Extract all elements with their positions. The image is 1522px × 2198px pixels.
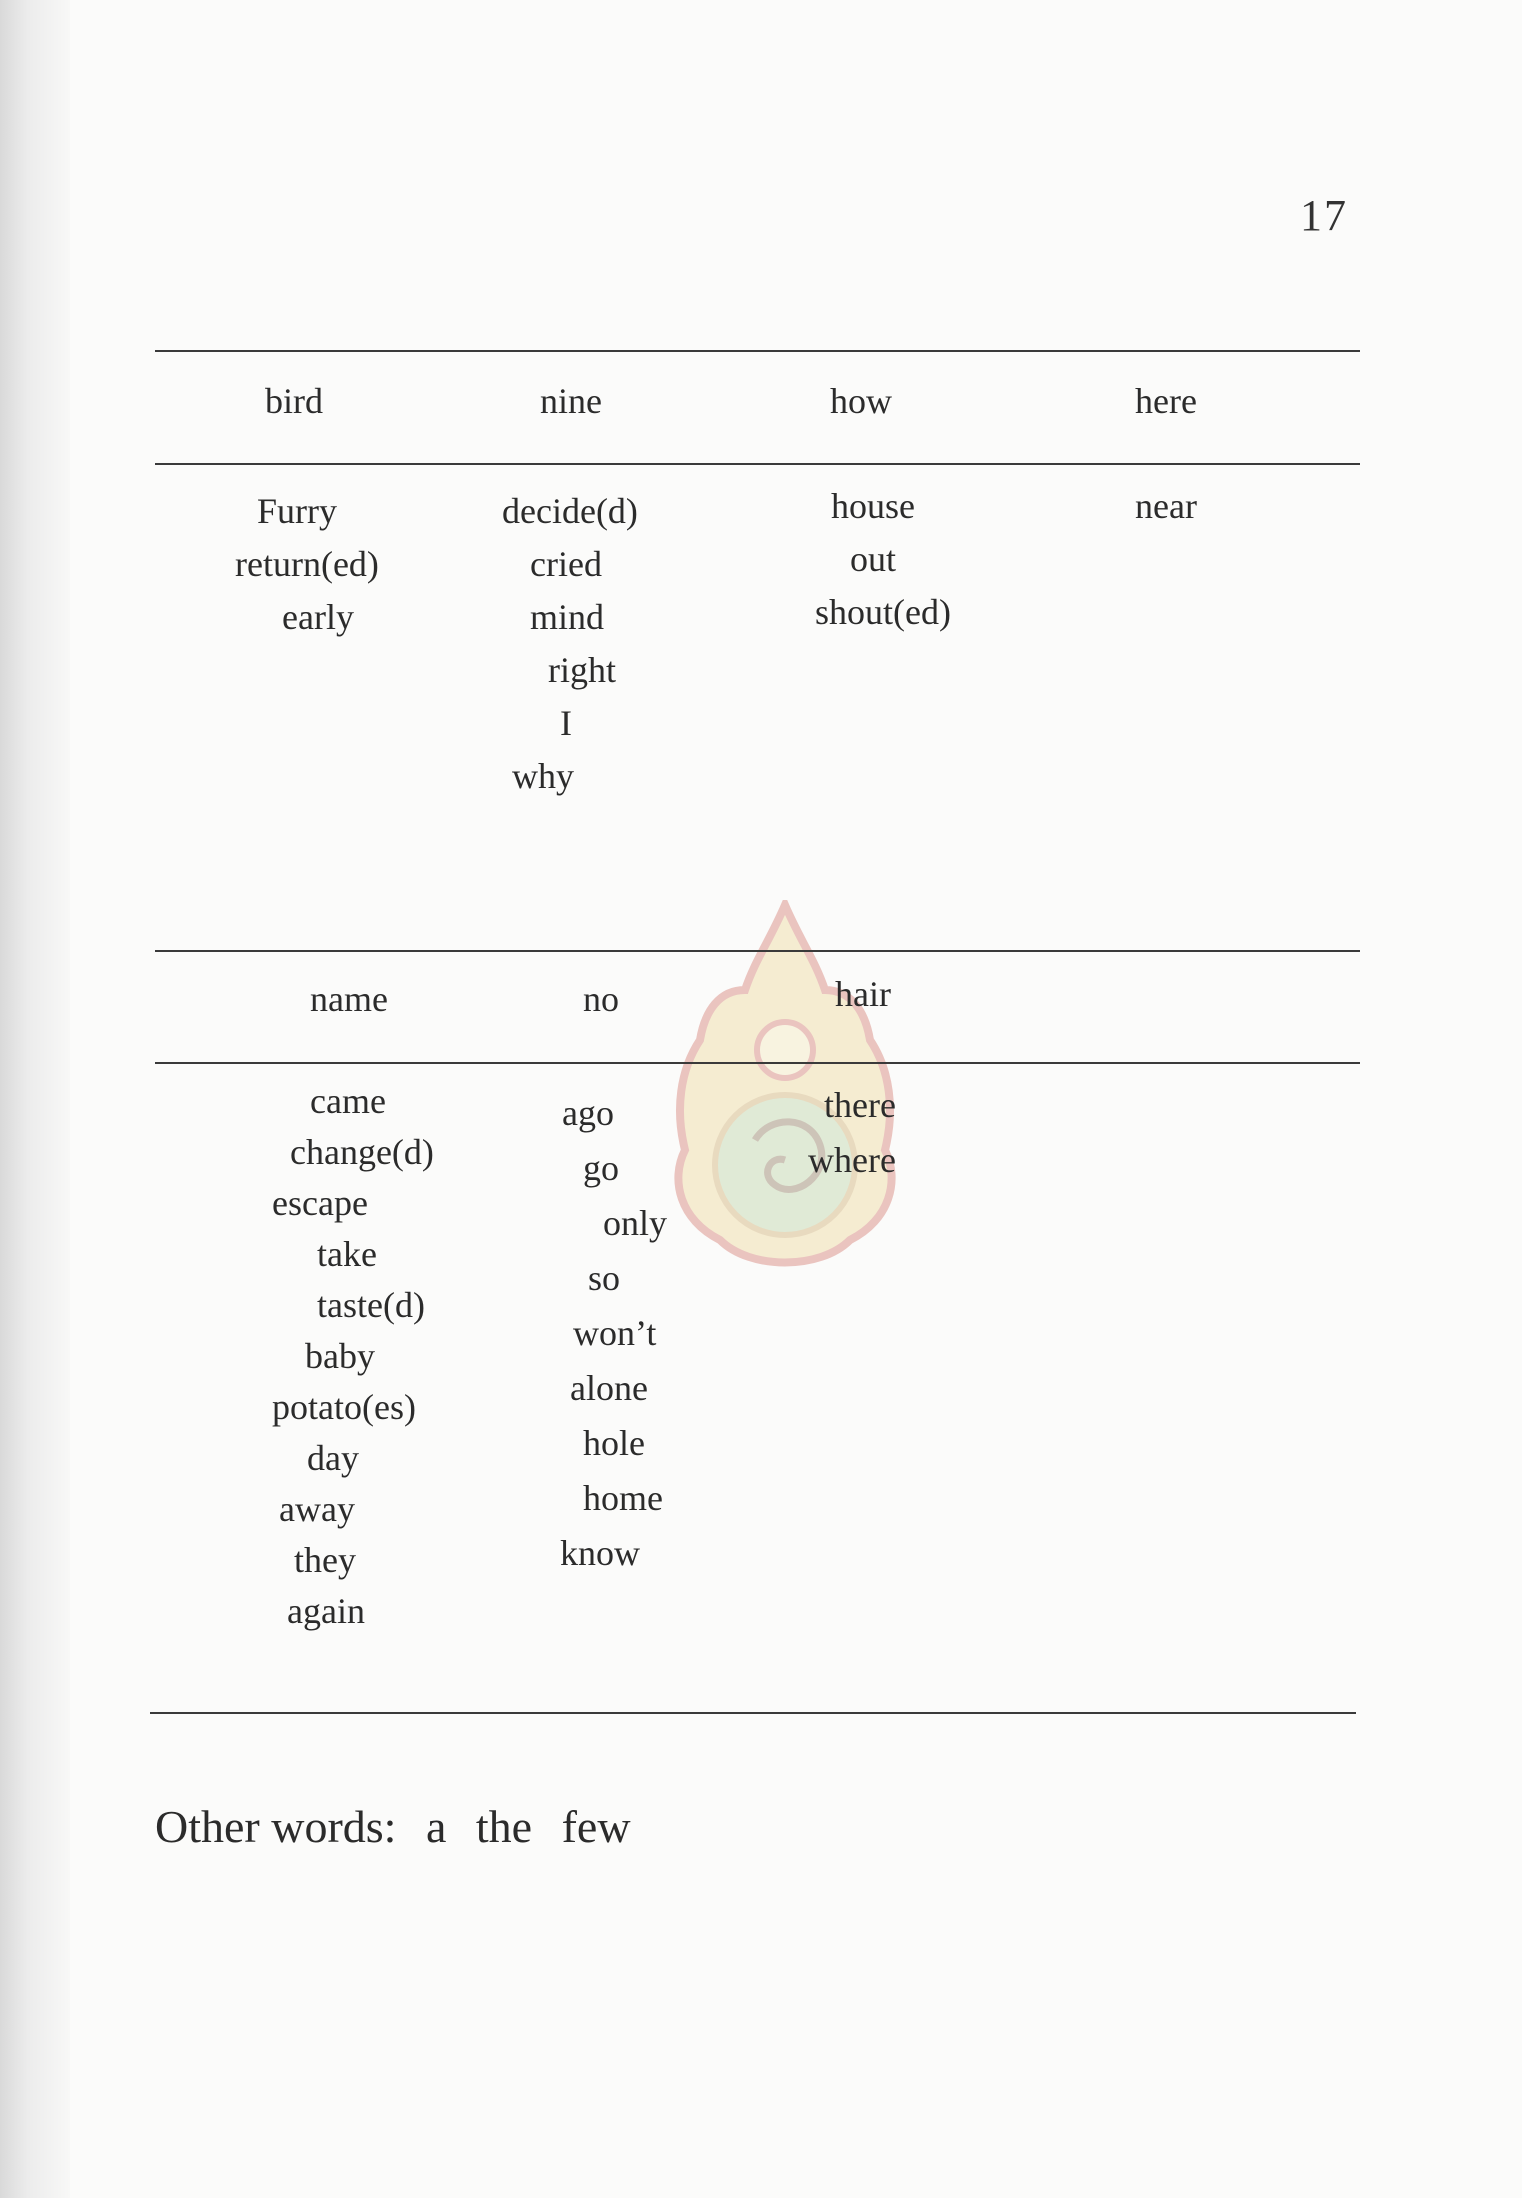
table1-header-rule [155, 463, 1360, 465]
table1-column-nine [502, 485, 638, 803]
table1-header-bird: bird [265, 381, 323, 421]
table2-header-name: name [310, 979, 388, 1019]
word: take [317, 1234, 377, 1274]
word: potato(es) [272, 1387, 416, 1427]
table1-header-here: here [1135, 381, 1197, 421]
word: home [583, 1478, 663, 1518]
word: came [310, 1081, 386, 1121]
word: day [307, 1438, 359, 1478]
table2-bottom-rule [150, 1712, 1356, 1714]
page-spine-shadow [0, 0, 70, 2198]
word: near [1135, 486, 1197, 526]
word: house [831, 486, 915, 526]
word: cried [530, 544, 602, 584]
word: ago [562, 1093, 614, 1133]
word: won’t [573, 1313, 657, 1353]
table2-column-no [560, 1086, 668, 1581]
word: right [548, 650, 616, 690]
table1-header-nine: nine [540, 381, 602, 421]
table1-column-here [1135, 480, 1197, 533]
table2-header-hair: hair [835, 974, 891, 1014]
table2-header-rule [155, 1062, 1360, 1064]
word: alone [570, 1368, 648, 1408]
table1-top-rule [155, 350, 1360, 352]
table2-header-no: no [583, 979, 619, 1019]
word: again [287, 1591, 365, 1631]
table1-header-how: how [830, 381, 892, 421]
other-words-line [155, 1800, 649, 1853]
page-number: 17 [1300, 191, 1348, 240]
word: why [512, 756, 574, 796]
word: know [560, 1533, 640, 1573]
word: where [808, 1140, 896, 1180]
word: they [294, 1540, 356, 1580]
word: decide(d) [502, 491, 638, 531]
other-word: a [425, 1801, 447, 1852]
word: only [603, 1203, 668, 1243]
table1-column-bird [235, 485, 379, 644]
word: mind [530, 597, 605, 637]
word: away [279, 1489, 355, 1529]
word: Furry [257, 491, 337, 531]
word: return(ed) [235, 544, 379, 584]
word: change(d) [290, 1132, 434, 1172]
table1-column-how [815, 480, 951, 639]
word: I [560, 703, 572, 743]
word: hole [583, 1423, 645, 1463]
table2-column-name [272, 1076, 434, 1637]
other-word: the [475, 1801, 533, 1852]
other-word: few [561, 1801, 631, 1852]
word: there [824, 1085, 896, 1125]
word: baby [305, 1336, 375, 1376]
word: so [588, 1258, 621, 1298]
word: taste(d) [317, 1285, 425, 1325]
table2-top-rule [155, 950, 1360, 952]
other-words-label: Other words: [155, 1801, 397, 1852]
word: early [282, 597, 354, 637]
table2-column-hair [808, 1078, 896, 1188]
word: escape [272, 1183, 368, 1223]
word: go [583, 1148, 619, 1188]
word: out [850, 539, 897, 579]
word: shout(ed) [815, 592, 951, 632]
